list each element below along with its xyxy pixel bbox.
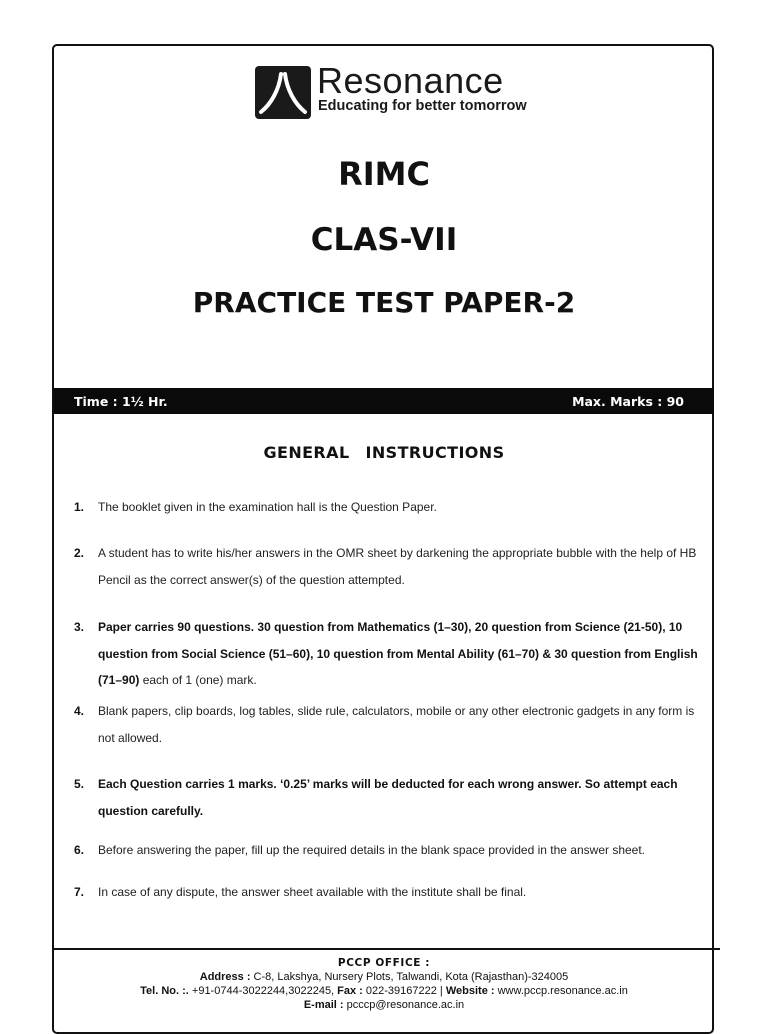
- instruction-item: [74, 771, 700, 824]
- website-label: Website :: [445, 985, 495, 997]
- item-text: The booklet given in the examination hall is the Question Paper.: [98, 500, 437, 514]
- logo-name: Resonance: [317, 60, 504, 101]
- item-text: A student has to write his/her answers in the OMR sheet by darkening the appropriate bubble with the help of HB Pencil as the correct answer(s) of the question attempted.: [98, 546, 697, 587]
- instruction-item: [74, 698, 700, 751]
- item-text: Blank papers, clip boards, log tables, slide rule, calculators, mobile or any other electronic gadgets in any form is not allowed.: [98, 704, 695, 745]
- item-text: Each Question carries 1 marks. ‘0.25’ marks will be deducted for each wrong answer. So attempt each question carefully.: [98, 777, 678, 818]
- item-number: 1.: [74, 500, 85, 514]
- max-marks-label: Max. Marks : 90: [572, 394, 684, 409]
- resonance-logo: [255, 60, 555, 120]
- title-paper: PRACTICE TEST PAPER-2: [192, 286, 576, 319]
- tel-label: Tel. No. :.: [140, 985, 189, 997]
- footer-office: PCCP OFFICE :: [337, 957, 431, 969]
- email-label: E-mail :: [303, 999, 344, 1011]
- address-label: Address :: [199, 971, 251, 983]
- instruction-item: [74, 494, 700, 521]
- item-bold-text: Paper carries 90 questions. 30 question from Mathematics (1–30), 20 question from Science (21-50), 10 question from Social Science (51–60), 10 question from Mental Ability (61–70) & 30 question from English (71–90): [98, 620, 698, 687]
- instruction-item: [74, 879, 700, 906]
- website-link[interactable]: www.pccp.resonance.ac.in: [494, 985, 628, 997]
- email-link[interactable]: pcccp@resonance.ac.in: [343, 999, 465, 1011]
- info-bar: [54, 388, 714, 414]
- logo-mark-icon: [255, 66, 311, 119]
- instruction-item: [74, 614, 700, 694]
- address-value: C-8, Lakshya, Nursery Plots, Talwandi, Kota (Rajasthan)-324005: [250, 971, 569, 983]
- instruction-item: [74, 540, 700, 593]
- footer-divider: [52, 948, 720, 950]
- fax-value: 022-39167222 |: [362, 985, 446, 997]
- title-class: CLAS-VII: [310, 222, 458, 258]
- time-label: Time : 1½ Hr.: [74, 394, 168, 409]
- tel-value: +91-0744-3022244,3022245,: [188, 985, 338, 997]
- footer-email: [0, 999, 768, 1011]
- item-number: 4.: [74, 704, 85, 718]
- item-number: 6.: [74, 843, 85, 857]
- item-text: In case of any dispute, the answer sheet available with the institute shall be final.: [98, 885, 527, 899]
- item-number: 3.: [74, 620, 85, 634]
- instructions-heading: GENERAL INSTRUCTIONS: [263, 443, 505, 462]
- fax-label: Fax :: [337, 985, 363, 997]
- item-number: 5.: [74, 777, 85, 791]
- instruction-item: [74, 837, 700, 864]
- logo-tagline: Educating for better tomorrow: [318, 98, 527, 114]
- item-text: [98, 614, 700, 694]
- title-rimc: RIMC: [338, 155, 430, 193]
- item-number: 7.: [74, 885, 85, 899]
- item-text: Before answering the paper, fill up the required details in the blank space provided in the answer sheet.: [98, 843, 646, 857]
- footer-contact: [0, 985, 768, 997]
- item-plain-text: each of 1 (one) mark.: [139, 673, 257, 687]
- item-number: 2.: [74, 546, 85, 560]
- footer-address: [0, 971, 768, 983]
